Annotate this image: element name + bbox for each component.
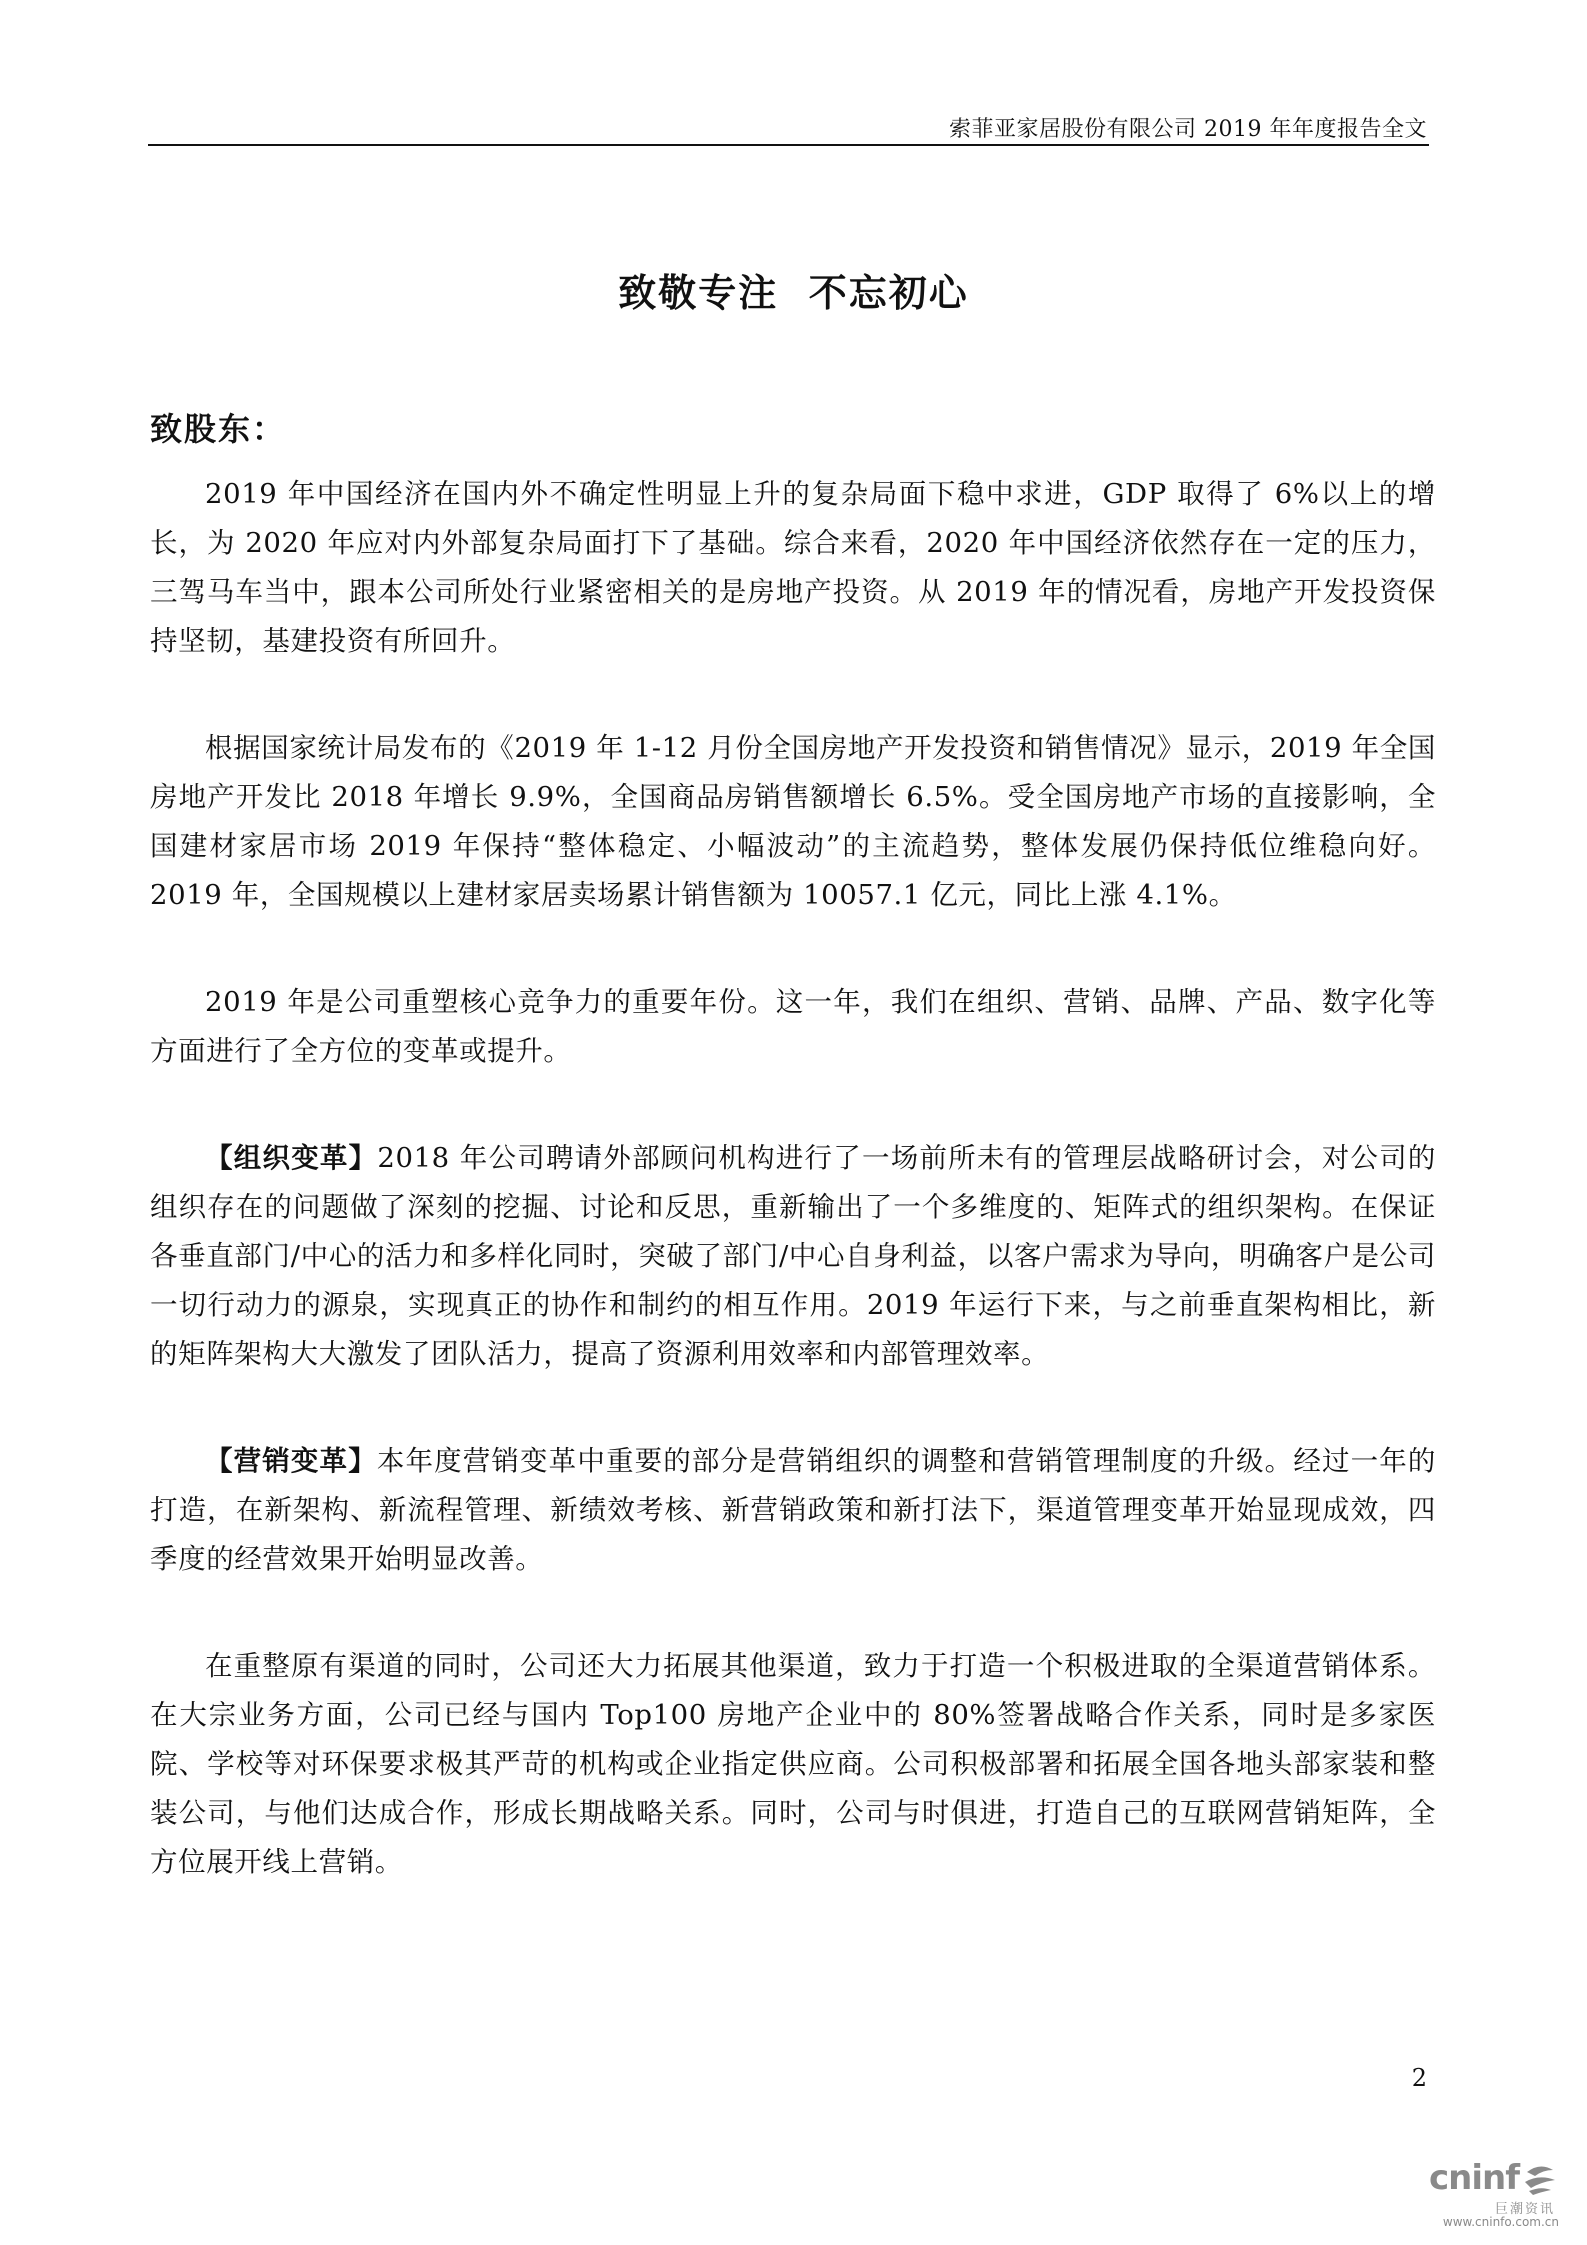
paragraph-text: 根据国家统计局发布的《2019 年 1-12 月份全国房地产开发投资和销售情况》显示，2019 年全国房地产开发比 2018 年增长 9.9%，全国商品房销售额增长 6.5%。受全国房地产市场的直接影响，全国建材家居市场 2019 年保持“整体稳定、小幅波动”的主流趋势，整体发展仍保持低位维稳向好。2019 年，全国规模以上建材家居卖场累计销售额为 10057.1 亿元，同比上涨 4.1%。 <box>150 732 1436 911</box>
paragraph-text: 2019 年是公司重塑核心竞争力的重要年份。这一年，我们在组织、营销、品牌、产品、数字化等方面进行了全方位的变革或提升。 <box>150 986 1436 1067</box>
page-number: 2 <box>1411 2064 1427 2092</box>
paragraph-transformation <box>150 978 1436 1076</box>
paragraph-channels <box>150 1642 1436 1887</box>
paragraph-economy <box>150 470 1436 666</box>
paragraph-text: 2018 年公司聘请外部顾问机构进行了一场前所未有的管理层战略研讨会，对公司的组织存在的问题做了深刻的挖掘、讨论和反思，重新输出了一个多维度的、矩阵式的组织架构。在保证各垂直部门/中心的活力和多样化同时，突破了部门/中心自身利益，以客户需求为导向，明确客户是公司一切行动力的源泉，实现真正的协作和制约的相互作用。2019 年运行下来，与之前垂直架构相比，新的矩阵架构大大激发了团队活力，提高了资源利用效率和内部管理效率。 <box>150 1142 1436 1370</box>
salutation: 致股东： <box>150 410 287 448</box>
page-title: 致敬专注 不忘初心 <box>618 271 969 315</box>
cninfo-swirl-icon <box>1521 2162 1559 2196</box>
cninfo-watermark-logo <box>1429 2158 1559 2232</box>
paragraph-lead-organization: 【组织变革】 <box>205 1142 378 1174</box>
report-header: 索菲亚家居股份有限公司 2019 年年度报告全文 <box>949 117 1427 142</box>
letter-body <box>150 470 1436 1945</box>
paragraph-lead-marketing: 【营销变革】 <box>205 1445 377 1477</box>
paragraph-marketing <box>150 1437 1436 1584</box>
cninfo-wordmark: cninf <box>1429 2158 1520 2198</box>
paragraph-organization <box>150 1134 1436 1379</box>
paragraph-market <box>150 724 1436 920</box>
cninfo-url: www.cninfo.com.cn <box>1442 2215 1559 2229</box>
paragraph-text: 在重整原有渠道的同时，公司还大力拓展其他渠道，致力于打造一个积极进取的全渠道营销体系。在大宗业务方面，公司已经与国内 Top100 房地产企业中的 80%签署战略合作关系，同时是多家医院、学校等对环保要求极其严苛的机构或企业指定供应商。公司积极部署和拓展全国各地头部家装和整装公司，与他们达成合作，形成长期战略关系。同时，公司与时俱进，打造自己的互联网营销矩阵，全方位展开线上营销。 <box>150 1650 1436 1878</box>
header-divider <box>148 144 1429 146</box>
paragraph-text: 2019 年中国经济在国内外不确定性明显上升的复杂局面下稳中求进，GDP 取得了 6%以上的增长，为 2020 年应对内外部复杂局面打下了基础。综合来看，2020 年中国经济依然存在一定的压力，三驾马车当中，跟本公司所处行业紧密相关的是房地产投资。从 2019 年的情况看，房地产开发投资保持坚韧，基建投资有所回升。 <box>150 478 1436 657</box>
paragraph-text: 本年度营销变革中重要的部分是营销组织的调整和营销管理制度的升级。经过一年的打造，在新架构、新流程管理、新绩效考核、新营销政策和新打法下，渠道管理变革开始显现成效，四季度的经营效果开始明显改善。 <box>150 1445 1436 1575</box>
cninfo-chinese-name: 巨潮资讯 <box>1494 2202 1555 2217</box>
